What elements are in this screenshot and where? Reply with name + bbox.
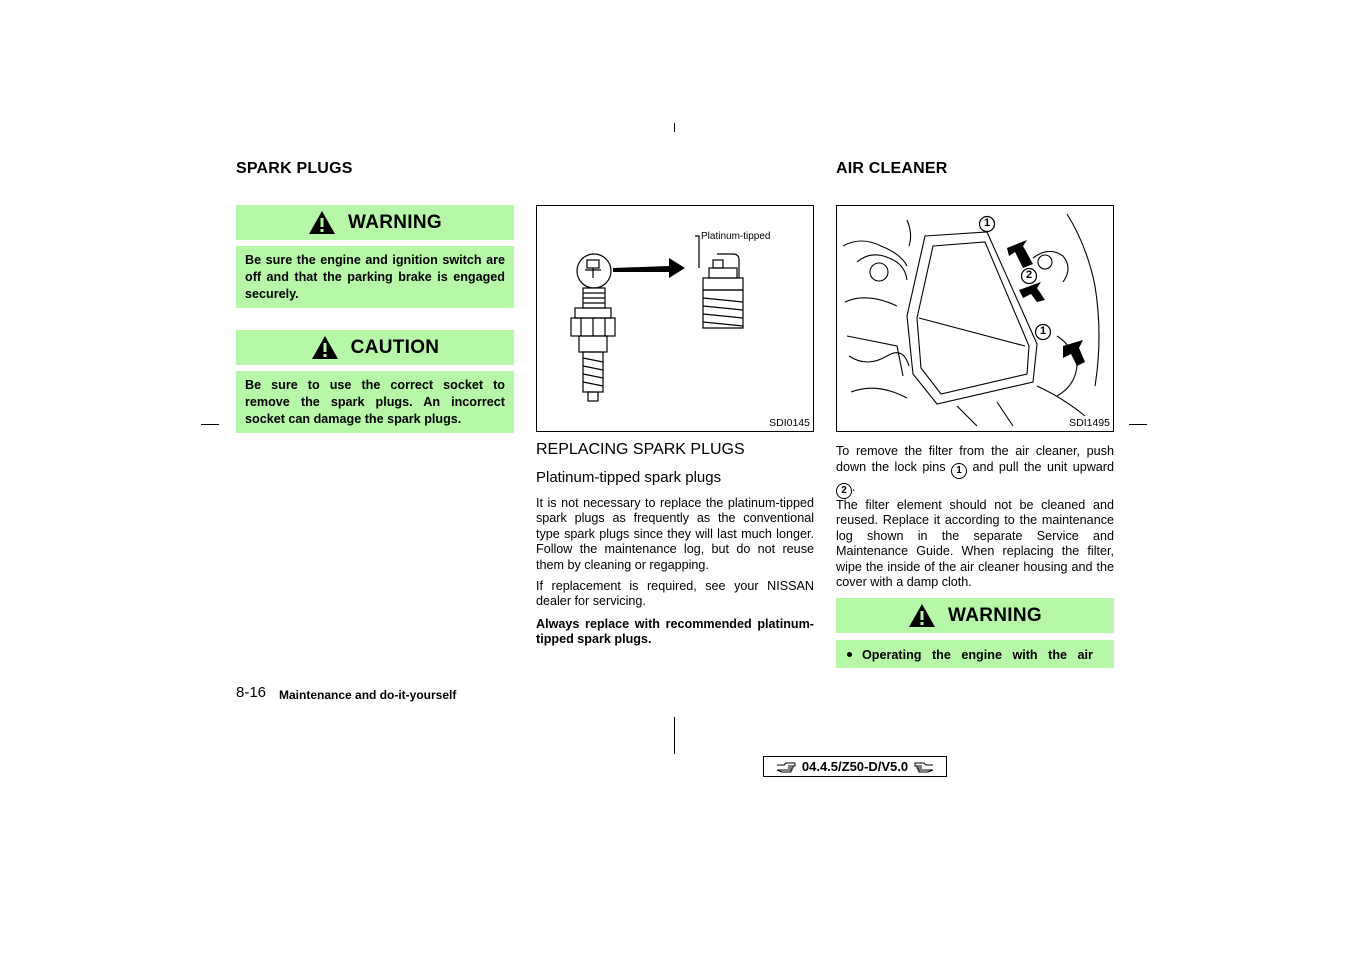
callout-2: 2	[1025, 269, 1033, 281]
air-cleaner-heading: AIR CLEANER	[836, 160, 948, 177]
chapter-title: Maintenance and do-it-yourself	[279, 688, 457, 702]
pointing-hand-right-icon	[776, 761, 796, 773]
air-cleaner-warning-box	[836, 640, 1114, 668]
air-cleaner-warning-title: WARNING	[948, 604, 1042, 626]
crop-mark-right	[1129, 424, 1147, 425]
caution-triangle-icon	[311, 335, 339, 360]
crop-mark-bottom	[674, 717, 675, 754]
page-number: 8-16	[236, 684, 267, 701]
spark-plug-illustration	[537, 206, 813, 431]
spark-plug-figure	[536, 205, 814, 432]
crop-mark-top	[674, 123, 675, 132]
paragraph-remove-filter	[836, 443, 1114, 499]
callout-1-top: 1	[983, 217, 991, 229]
replacing-spark-plugs-heading: REPLACING SPARK PLUGS	[536, 441, 745, 458]
pull-up-callout: 2	[836, 483, 852, 499]
warning-bullet-text: Operating the engine with the air	[862, 648, 1093, 662]
figure-code-sdi1495: SDI1495	[1069, 417, 1110, 429]
caution-title: CAUTION	[350, 336, 440, 358]
air-cleaner-illustration	[837, 206, 1113, 431]
remove-filter-text-a: To remove the filter from the air cleaner, push down the lock pins	[836, 444, 1114, 474]
callout-1-bottom: 1	[1039, 325, 1047, 337]
spark-plugs-heading: SPARK PLUGS	[236, 160, 353, 177]
paragraph-dealer-servicing: If replacement is required, see your NISSAN dealer for servicing.	[536, 579, 814, 609]
warning-triangle-icon	[308, 210, 336, 235]
warning-text-box: Be sure the engine and ignition switch are off and that the parking brake is engaged securely.	[236, 246, 514, 308]
paragraph-always-replace: Always replace with recommended platinum-tipped spark plugs.	[536, 617, 814, 647]
warning-title: WARNING	[348, 211, 442, 233]
version-box	[763, 756, 947, 777]
platinum-tipped-subheading: Platinum-tipped spark plugs	[536, 469, 722, 486]
remove-filter-text-b: and pull the unit upward	[972, 460, 1115, 474]
air-cleaner-warning-banner	[836, 598, 1114, 633]
bullet-dot	[847, 652, 852, 657]
figure-code-sdi0145: SDI0145	[769, 417, 810, 429]
warning-triangle-icon	[908, 603, 936, 628]
caution-banner	[236, 330, 514, 365]
version-label: 04.4.5/Z50-D/V5.0	[801, 759, 909, 774]
paragraph-replacement-interval: It is not necessary to replace the platinum-tipped spark plugs as frequently as the conventional type spark plugs since they will last much longer. Follow the maintenance log, but do not reuse them by cleaning or regapping.	[536, 496, 814, 572]
paragraph-filter-element: The filter element should not be cleaned and reused. Replace it according to the maintenance log shown in the separate Service and Maintenance Guide. When replacing the filter, wipe the inside of the air cleaner housing and the cover with a damp cloth.	[836, 498, 1114, 590]
remove-filter-text-c: .	[852, 480, 856, 494]
platinum-tipped-label: Platinum-tipped	[701, 231, 771, 242]
air-cleaner-figure	[836, 205, 1114, 432]
crop-mark-left	[201, 424, 219, 425]
lock-pin-callout: 1	[951, 463, 967, 479]
warning-banner	[236, 205, 514, 240]
pointing-hand-left-icon	[914, 761, 934, 773]
caution-text-box: Be sure to use the correct socket to remove the spark plugs. An incorrect socket can damage the spark plugs.	[236, 371, 514, 433]
